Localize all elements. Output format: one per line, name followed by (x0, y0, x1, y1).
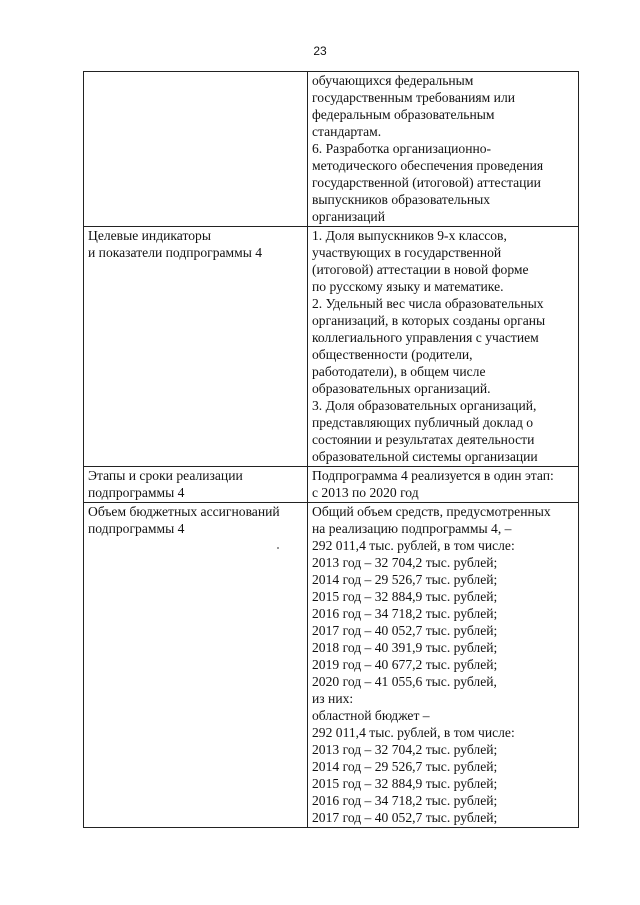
content-line: 2016 год – 34 718,2 тыс. рублей; (312, 793, 498, 808)
content-line: коллегиального управления с участием (312, 330, 539, 345)
content-line: стандартам. (312, 124, 382, 139)
content-line: образовательных организаций. (312, 381, 491, 396)
row-label-cell (84, 503, 308, 828)
content-line: Общий объем средств, предусмотренных (312, 504, 551, 519)
row-label-cell (84, 227, 308, 467)
content-line: 292 011,4 тыс. рублей, в том числе: (312, 725, 515, 740)
table-row (84, 72, 579, 227)
content-line: 1. Доля выпускников 9-х классов, (312, 228, 507, 243)
content-line: 2015 год – 32 884,9 тыс. рублей; (312, 776, 498, 791)
content-line: 2020 год – 41 055,6 тыс. рублей, (312, 674, 497, 689)
content-line: 2013 год – 32 704,2 тыс. рублей; (312, 742, 498, 757)
row-label-cell (84, 72, 308, 227)
content-line: работодатели), в общем числе (312, 364, 486, 379)
table-row (84, 467, 579, 503)
content-line: 2017 год – 40 052,7 тыс. рублей; (312, 623, 498, 638)
label-line: Этапы и сроки реализации (88, 468, 243, 483)
content-line: государственным требованиям или (312, 90, 516, 105)
content-line: организаций (312, 209, 385, 224)
content-line: 2013 год – 32 704,2 тыс. рублей; (312, 555, 498, 570)
content-line: 3. Доля образовательных организаций, (312, 398, 537, 413)
content-line: 2018 год – 40 391,9 тыс. рублей; (312, 640, 498, 655)
content-line: представляющих публичный доклад о (312, 415, 534, 430)
content-line: методического обеспечения проведения (312, 158, 544, 173)
content-line: (итоговой) аттестации в новой форме (312, 262, 529, 277)
row-content-cell (308, 503, 579, 828)
content-line: на реализацию подпрограммы 4, – (312, 521, 512, 536)
content-line: 2019 год – 40 677,2 тыс. рублей; (312, 657, 498, 672)
content-line: федеральным образовательным (312, 107, 495, 122)
content-line: из них: (312, 691, 354, 706)
content-line: организаций, в которых созданы органы (312, 313, 546, 328)
content-line: обучающихся федеральным (312, 73, 474, 88)
scan-speck (277, 547, 279, 549)
content-line: 2. Удельный вес числа образовательных (312, 296, 544, 311)
content-line: 2017 год – 40 052,7 тыс. рублей; (312, 810, 498, 825)
content-line: 6. Разработка организационно- (312, 141, 492, 156)
content-line: 292 011,4 тыс. рублей, в том числе: (312, 538, 515, 553)
content-line: 2015 год – 32 884,9 тыс. рублей; (312, 589, 498, 604)
page-number: 23 (313, 44, 327, 58)
content-line: 2014 год – 29 526,7 тыс. рублей; (312, 759, 498, 774)
content-line: с 2013 по 2020 год (312, 485, 419, 500)
row-content-cell (308, 72, 579, 227)
row-content-cell (308, 467, 579, 503)
content-line: областной бюджет – (312, 708, 430, 723)
content-line: участвующих в государственной (312, 245, 502, 260)
content-line: 2016 год – 34 718,2 тыс. рублей; (312, 606, 498, 621)
content-line: общественности (родители, (312, 347, 473, 362)
table-row (84, 503, 579, 828)
row-content-cell (308, 227, 579, 467)
content-line: выпускников образовательных (312, 192, 491, 207)
label-line: подпрограммы 4 (88, 521, 185, 536)
content-line: государственной (итоговой) аттестации (312, 175, 541, 190)
label-line: Объем бюджетных ассигнований (88, 504, 280, 519)
label-line: и показатели подпрограммы 4 (88, 245, 263, 260)
content-line: образовательной системы организации (312, 449, 538, 464)
content-line: по русскому языку и математике. (312, 279, 504, 294)
label-line: Целевые индикаторы (88, 228, 211, 243)
row-label-cell (84, 467, 308, 503)
table-row (84, 227, 579, 467)
content-line: состоянии и результатах деятельности (312, 432, 535, 447)
content-line: Подпрограмма 4 реализуется в один этап: (312, 468, 554, 483)
table-body (84, 72, 579, 828)
label-line: подпрограммы 4 (88, 485, 185, 500)
content-line: 2014 год – 29 526,7 тыс. рублей; (312, 572, 498, 587)
subprogram-passport-table (83, 71, 579, 828)
